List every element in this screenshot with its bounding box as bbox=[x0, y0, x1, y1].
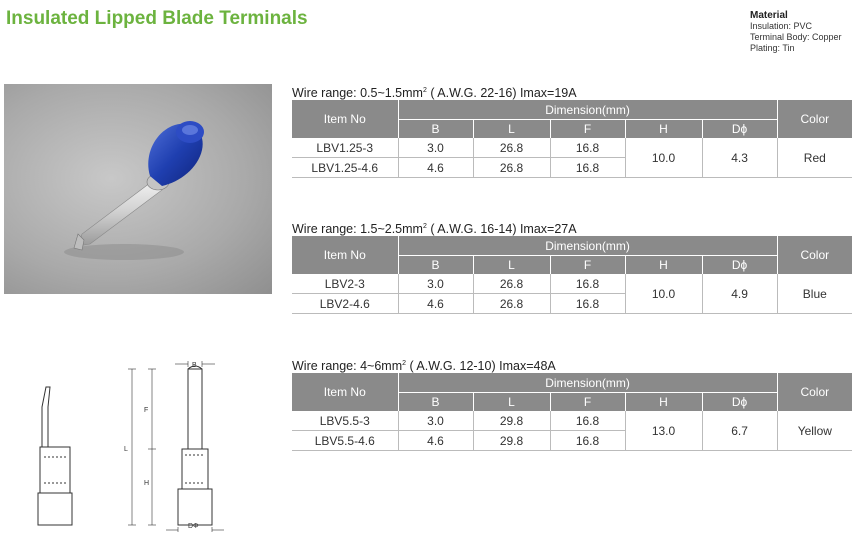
cell-item: LBV5.5-3 bbox=[292, 411, 398, 431]
header-d: Dϕ bbox=[702, 256, 777, 275]
wire-range-awg: ( A.W.G. 12-10) Imax=48A bbox=[406, 359, 556, 374]
wire-range-awg: ( A.W.G. 16-14) Imax=27A bbox=[426, 222, 577, 237]
cell-color: Blue bbox=[777, 274, 852, 314]
cell-f: 16.8 bbox=[550, 158, 625, 178]
cell-l: 26.8 bbox=[473, 274, 550, 294]
cell-b: 4.6 bbox=[398, 158, 473, 178]
header-dimension: Dimension(mm) bbox=[398, 236, 777, 256]
cell-b: 3.0 bbox=[398, 274, 473, 294]
dim-label-b: B bbox=[192, 362, 197, 369]
cell-d: 4.9 bbox=[702, 274, 777, 314]
table-row bbox=[292, 138, 852, 158]
cell-l: 26.8 bbox=[473, 294, 550, 314]
cell-d: 4.3 bbox=[702, 138, 777, 178]
material-line: Plating: Tin bbox=[750, 43, 795, 53]
cell-h: 10.0 bbox=[625, 138, 702, 178]
cell-f: 16.8 bbox=[550, 294, 625, 314]
front-view bbox=[178, 366, 212, 525]
wire-range-sup: 2 bbox=[402, 360, 407, 367]
cell-item: LBV2-3 bbox=[292, 274, 398, 294]
product-photo bbox=[4, 84, 272, 294]
cell-b: 4.6 bbox=[398, 294, 473, 314]
header-d: Dϕ bbox=[702, 120, 777, 139]
header-h: H bbox=[625, 393, 702, 412]
wire-range bbox=[292, 355, 852, 373]
cell-l: 26.8 bbox=[473, 158, 550, 178]
cell-color: Red bbox=[777, 138, 852, 178]
header-item-no: Item No bbox=[292, 236, 398, 274]
dim-label-f: F bbox=[144, 407, 149, 414]
cell-h: 13.0 bbox=[625, 411, 702, 451]
cell-l: 29.8 bbox=[473, 431, 550, 451]
header-b: B bbox=[398, 120, 473, 139]
header-b: B bbox=[398, 256, 473, 275]
wire-range-text: Wire range: 0.5~1.5mm bbox=[292, 86, 423, 101]
spec-table bbox=[292, 236, 852, 314]
side-profile bbox=[38, 387, 72, 525]
material-heading: Material bbox=[750, 10, 788, 21]
wire-range-sup: 2 bbox=[422, 87, 427, 94]
spec-section-1 bbox=[292, 82, 852, 178]
wire-range-awg: ( A.W.G. 22-16) Imax=19A bbox=[426, 86, 577, 101]
cell-h: 10.0 bbox=[625, 274, 702, 314]
cell-f: 16.8 bbox=[550, 411, 625, 431]
dim-label-d: DΦ bbox=[188, 523, 199, 530]
header-dimension: Dimension(mm) bbox=[398, 373, 777, 393]
cell-l: 29.8 bbox=[473, 411, 550, 431]
material-line: Insulation: PVC bbox=[750, 21, 813, 31]
cell-item: LBV1.25-4.6 bbox=[292, 158, 398, 178]
header-f: F bbox=[550, 256, 625, 275]
cell-b: 3.0 bbox=[398, 411, 473, 431]
wire-range bbox=[292, 82, 852, 100]
technical-drawing bbox=[30, 357, 230, 532]
dim-label-h: H bbox=[144, 480, 150, 487]
header-f: F bbox=[550, 120, 625, 139]
header-l: L bbox=[473, 393, 550, 412]
cell-d: 6.7 bbox=[702, 411, 777, 451]
header-f: F bbox=[550, 393, 625, 412]
wire-range-text: Wire range: 4~6mm bbox=[292, 359, 403, 374]
spec-table bbox=[292, 100, 852, 178]
header-dimension: Dimension(mm) bbox=[398, 100, 777, 120]
cell-item: LBV5.5-4.6 bbox=[292, 431, 398, 451]
wire-range-text: Wire range: 1.5~2.5mm bbox=[292, 222, 423, 237]
page-title: Insulated Lipped Blade Terminals bbox=[6, 8, 308, 29]
spec-section-3 bbox=[292, 355, 852, 451]
material-info bbox=[750, 10, 842, 54]
cell-b: 3.0 bbox=[398, 138, 473, 158]
cell-item: LBV2-4.6 bbox=[292, 294, 398, 314]
header-l: L bbox=[473, 120, 550, 139]
header-b: B bbox=[398, 393, 473, 412]
wire-range bbox=[292, 218, 852, 236]
table-row bbox=[292, 411, 852, 431]
header-item-no: Item No bbox=[292, 100, 398, 138]
cell-l: 26.8 bbox=[473, 138, 550, 158]
cell-color: Yellow bbox=[777, 411, 852, 451]
cell-b: 4.6 bbox=[398, 431, 473, 451]
cell-f: 16.8 bbox=[550, 274, 625, 294]
header-d: Dϕ bbox=[702, 393, 777, 412]
header-h: H bbox=[625, 256, 702, 275]
spec-table bbox=[292, 373, 852, 451]
cell-f: 16.8 bbox=[550, 431, 625, 451]
header-l: L bbox=[473, 256, 550, 275]
cell-f: 16.8 bbox=[550, 138, 625, 158]
table-row bbox=[292, 274, 852, 294]
dim-label-l: L bbox=[124, 446, 128, 453]
header-color: Color bbox=[777, 373, 852, 411]
header-item-no: Item No bbox=[292, 373, 398, 411]
material-line: Terminal Body: Copper bbox=[750, 32, 842, 42]
header-color: Color bbox=[777, 236, 852, 274]
spec-section-2 bbox=[292, 218, 852, 314]
header-h: H bbox=[625, 120, 702, 139]
header-color: Color bbox=[777, 100, 852, 138]
cell-item: LBV1.25-3 bbox=[292, 138, 398, 158]
wire-range-sup: 2 bbox=[422, 223, 427, 230]
